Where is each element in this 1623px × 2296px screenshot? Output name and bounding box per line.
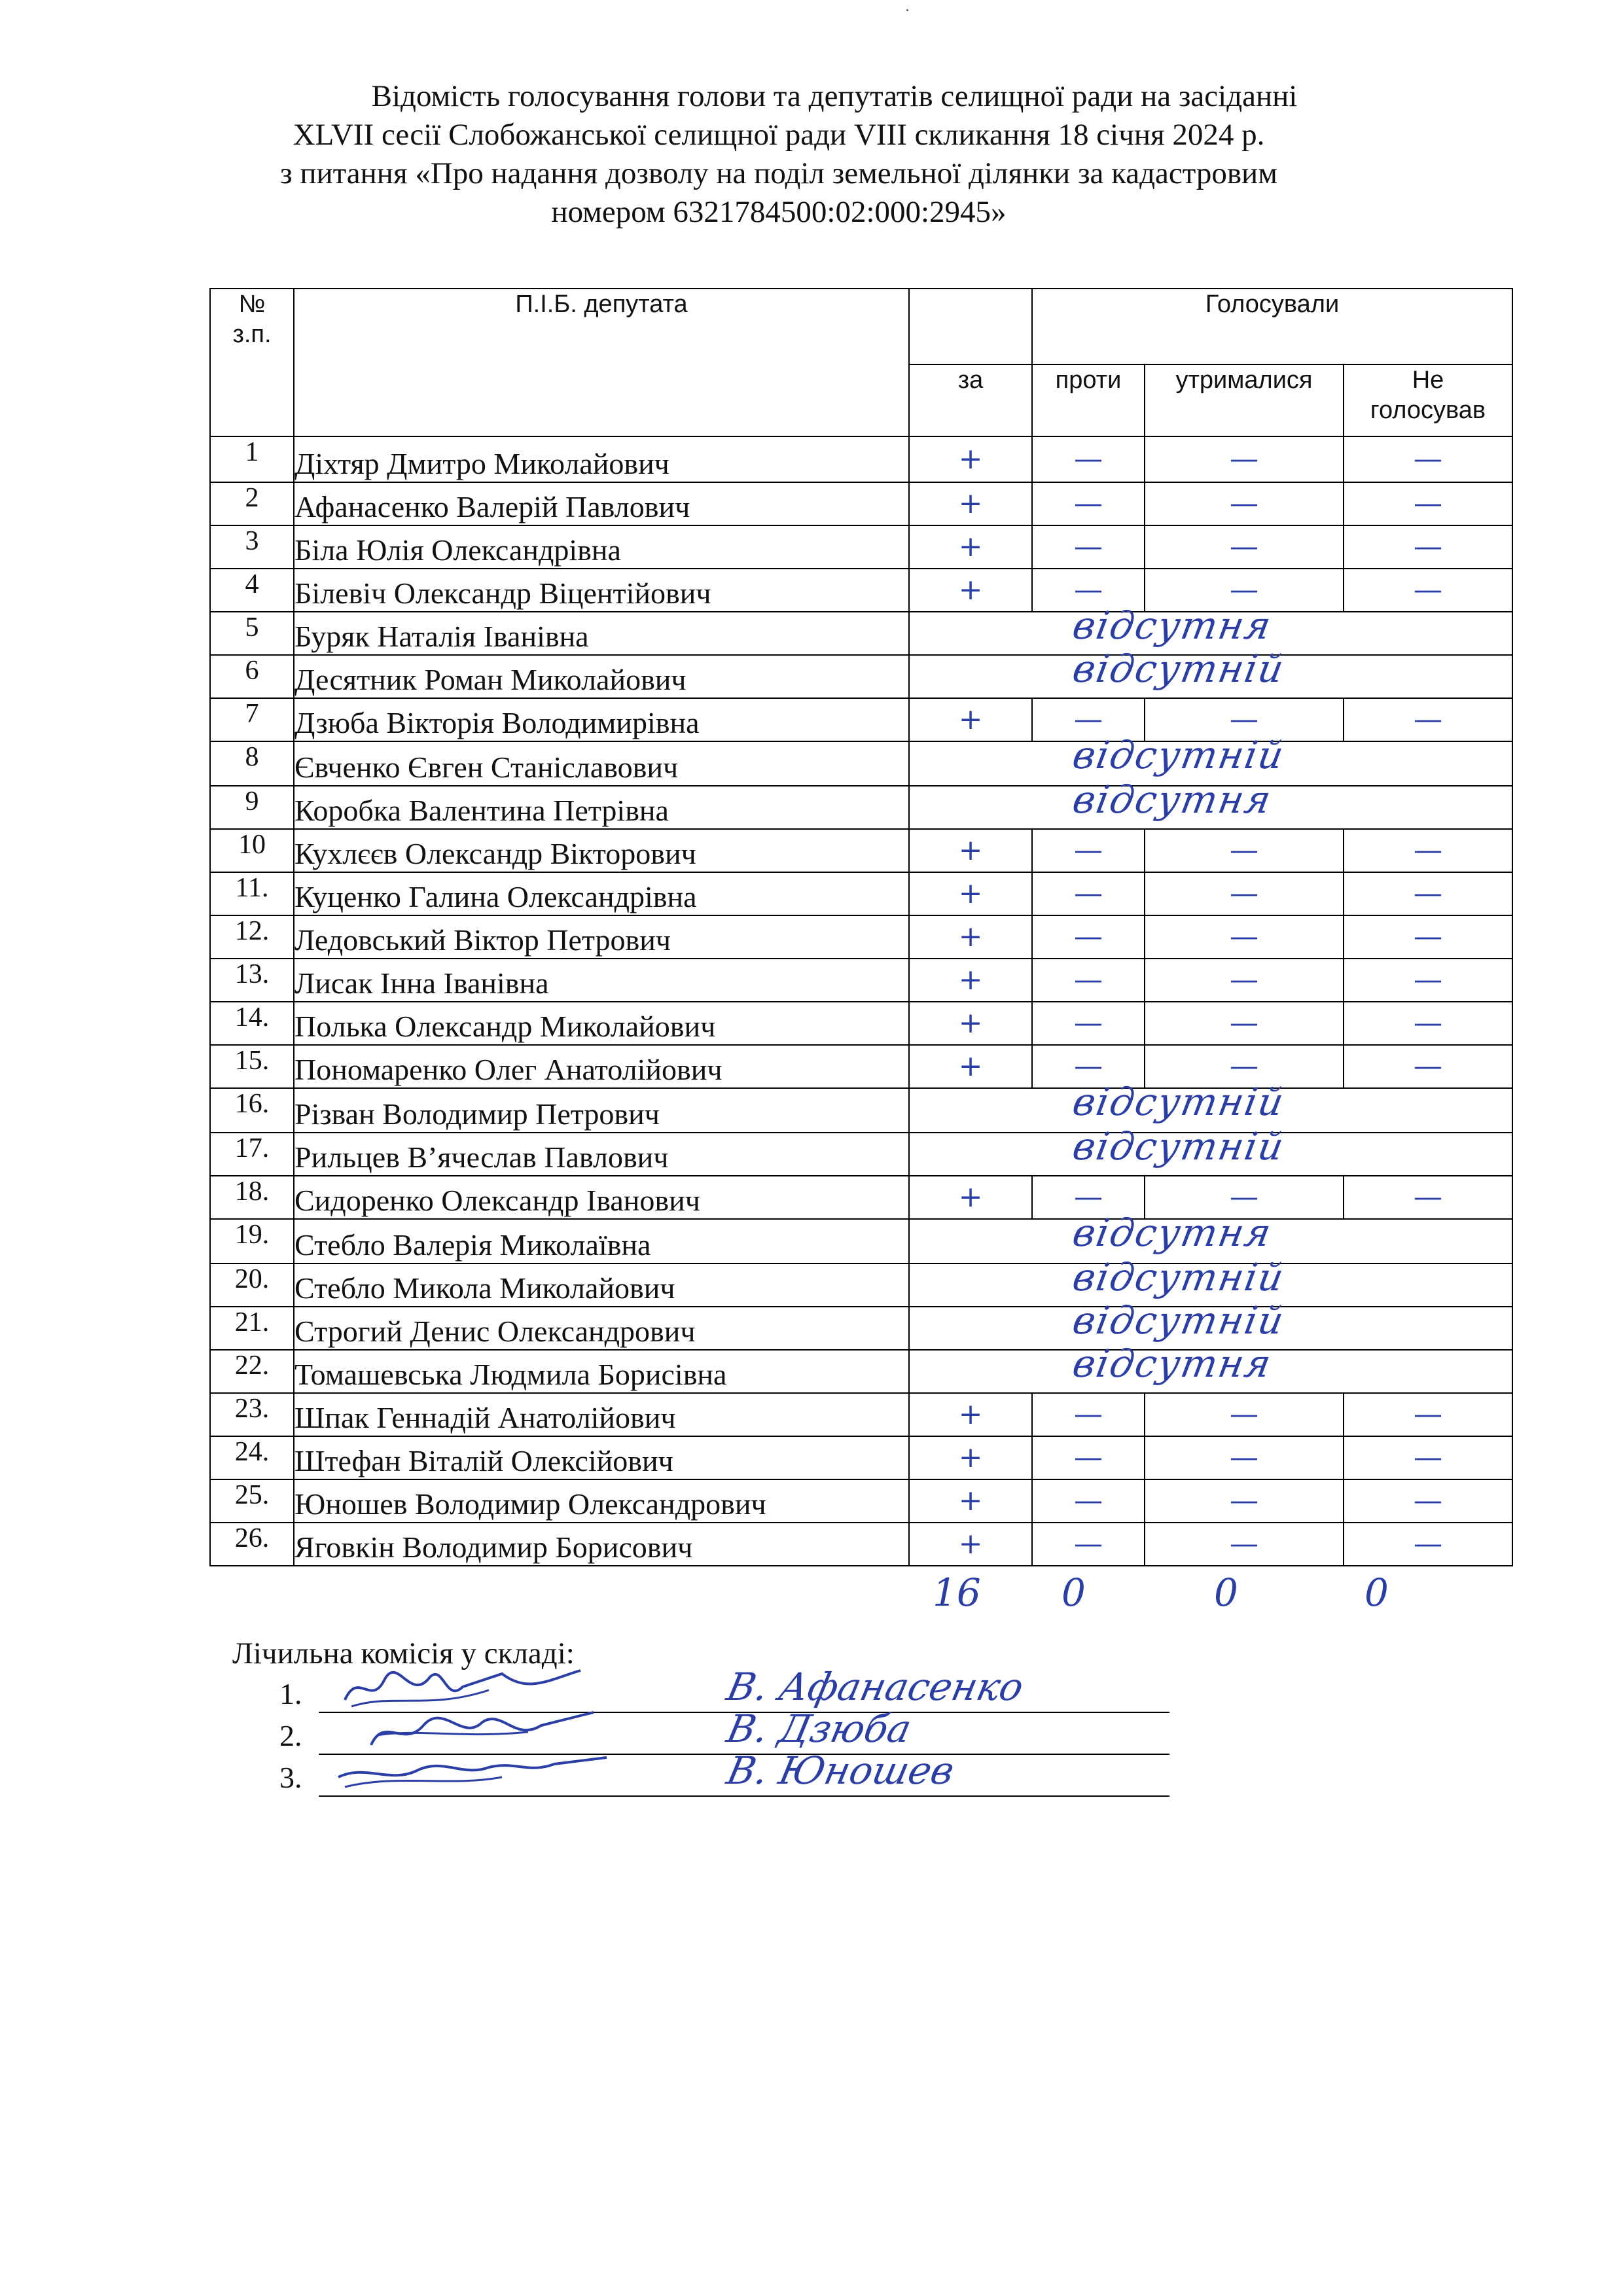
table-row [210,1176,1512,1219]
row-number: 7 [210,698,294,741]
absent-note: відсутній [1069,1080,1289,1124]
vote-against-mark: — [1032,698,1145,741]
deputy-name: Дзюба Вікторія Володимирівна [294,698,909,741]
deputy-name: Юношев Володимир Олександрович [294,1479,909,1523]
deputy-name: Строгий Денис Олександрович [294,1307,909,1350]
vote-for-mark: + [909,1479,1032,1523]
row-number: 21. [210,1307,294,1350]
table-row [210,569,1512,612]
table-row [210,1219,1512,1263]
header-not-voted-line1: Не [1412,366,1444,394]
deputy-name: Євченко Євген Станіславович [294,741,909,786]
commission-member-name: В. Афанасенко [722,1665,1027,1709]
absent-note: відсутній [1069,733,1289,777]
commission-member-number: 2. [279,1719,302,1752]
absent-note: відсутній [1069,1124,1289,1169]
vote-for-mark: + [909,829,1032,872]
title-line-4: номером 6321784500:02:000:2945» [551,195,1007,229]
row-number: 4 [210,569,294,612]
vote-not-voted-mark: — [1344,698,1512,741]
table-row [210,959,1512,1002]
voting-table [209,288,1513,1566]
vote-not-voted-mark: — [1344,1436,1512,1479]
vote-not-voted-mark: — [1344,569,1512,612]
table-row [210,698,1512,741]
row-number: 2 [210,482,294,525]
vote-for-mark: + [909,959,1032,1002]
vote-against-mark: — [1032,1523,1145,1566]
commission-heading: Лічильна комісія у складі: [232,1636,575,1670]
absent-note-cell [909,1341,1512,1393]
absent-note: відсутній [1069,1298,1289,1343]
table-row [210,436,1512,482]
total-not-voted: 0 [1364,1570,1389,1615]
absent-note-cell [909,777,1512,829]
vote-against-mark: — [1032,525,1145,569]
absent-note: відсутня [1069,1341,1275,1386]
vote-for-mark: + [909,1002,1032,1045]
commission-member-number: 1. [279,1677,302,1710]
vote-not-voted-mark: — [1344,482,1512,525]
row-number: 10 [210,829,294,872]
row-number: 6 [210,655,294,698]
vote-for-mark: + [909,1045,1032,1088]
vote-not-voted-mark: — [1344,915,1512,959]
title-line-2: XLVII сесії Слобожанської селищної ради VIII скликання 18 січня 2024 р. [293,118,1265,152]
table-row [210,786,1512,829]
title-line-1: Відомість голосування голови та депутатів селищної ради на засіданні [371,79,1298,113]
vote-not-voted-mark: — [1344,525,1512,569]
table-row [210,829,1512,872]
vote-not-voted-mark: — [1344,1045,1512,1088]
absent-note-cell [909,1124,1512,1176]
vote-abstained-mark: — [1145,1176,1344,1219]
deputy-name: Куценко Галина Олександрівна [294,872,909,915]
vote-for-mark: + [909,872,1032,915]
table-row [210,1045,1512,1088]
vote-not-voted-mark: — [1344,1479,1512,1523]
signature-scribble [332,1751,620,1797]
deputy-name: Яговкін Володимир Борисович [294,1523,909,1566]
row-number: 19. [210,1219,294,1263]
absent-note-cell [909,646,1512,698]
vote-abstained-mark: — [1145,482,1344,525]
vote-not-voted-mark: — [1344,1176,1512,1219]
row-number: 12. [210,915,294,959]
vote-against-mark: — [1032,482,1145,525]
commission-member-3 [279,1748,1169,1799]
absent-note: відсутня [1069,603,1275,648]
vote-not-voted-mark: — [1344,1523,1512,1566]
row-number: 18. [210,1176,294,1219]
absent-note: відсутня [1069,1210,1275,1255]
vote-abstained-mark: — [1145,1002,1344,1045]
vote-against-mark: — [1032,915,1145,959]
vote-against-mark: — [1032,1479,1145,1523]
vote-abstained-mark: — [1145,1436,1344,1479]
deputy-name: Шпак Геннадій Анатолійович [294,1393,909,1436]
vote-abstained-mark: — [1145,436,1344,482]
absent-note: відсутній [1069,1255,1289,1299]
row-number: 8 [210,741,294,786]
table-row [210,1393,1512,1436]
document-title [216,77,1342,232]
vote-for-mark: + [909,482,1032,525]
header-not-voted [1344,364,1512,436]
deputy-name: Буряк Наталія Іванівна [294,612,909,655]
table-row [210,612,1512,655]
vote-abstained-mark: — [1145,1479,1344,1523]
vote-for-mark: + [909,525,1032,569]
deputy-name: Стебло Валерія Миколаївна [294,1219,909,1263]
table-row [210,1002,1512,1045]
table-row [210,1263,1512,1307]
row-number: 5 [210,612,294,655]
vote-for-mark: + [909,698,1032,741]
vote-not-voted-mark: — [1344,1393,1512,1436]
row-number: 9 [210,786,294,829]
total-against: 0 [1061,1570,1086,1615]
vote-against-mark: — [1032,1045,1145,1088]
deputy-name: Лисак Інна Іванівна [294,959,909,1002]
table-row [210,525,1512,569]
vote-for-mark: + [909,1436,1032,1479]
table-body [210,436,1512,1566]
absent-note: відсутній [1069,646,1289,691]
table-row [210,1133,1512,1176]
deputy-name: Білевіч Олександр Віцентійович [294,569,909,612]
header-voted: Голосували [1032,289,1512,364]
table-row [210,1436,1512,1479]
signature-scribble [332,1667,620,1713]
commission-member-name: В. Дзюба [722,1706,916,1751]
deputy-name: Біла Юлія Олександрівна [294,525,909,569]
vote-abstained-mark: — [1145,525,1344,569]
vote-against-mark: — [1032,569,1145,612]
vote-against-mark: — [1032,1176,1145,1219]
vote-for-mark: + [909,569,1032,612]
header-abstained: утрималися [1145,364,1344,436]
row-number: 14. [210,1002,294,1045]
vote-against-mark: — [1032,1393,1145,1436]
total-abstained: 0 [1214,1570,1238,1615]
vote-not-voted-mark: — [1344,829,1512,872]
vote-abstained-mark: — [1145,959,1344,1002]
vote-for-mark: + [909,1393,1032,1436]
row-number: 3 [210,525,294,569]
deputy-name: Коробка Валентина Петрівна [294,786,909,829]
row-number: 15. [210,1045,294,1088]
vote-against-mark: — [1032,959,1145,1002]
header-empty-cell [909,289,1032,364]
vote-for-mark: + [909,436,1032,482]
vote-abstained-mark: — [1145,829,1344,872]
table-row [210,1523,1512,1566]
vote-against-mark: — [1032,436,1145,482]
table-row [210,1350,1512,1393]
header-for: за [909,364,1032,436]
row-number: 24. [210,1436,294,1479]
row-number: 1 [210,436,294,482]
vote-not-voted-mark: — [1344,959,1512,1002]
deputy-name: Кухлєєв Олександр Вікторович [294,829,909,872]
vote-abstained-mark: — [1145,872,1344,915]
row-number: 26. [210,1523,294,1566]
totals-row [0,1570,1623,1616]
header-not-voted-line2: голосував [1370,397,1486,424]
header-against: проти [1032,364,1145,436]
vote-not-voted-mark: — [1344,436,1512,482]
deputy-name: Стебло Микола Миколайович [294,1263,909,1307]
signature-scribble [332,1709,620,1755]
deputy-name: Рильцев В’ячеслав Павлович [294,1133,909,1176]
deputy-name: Штефан Віталій Олексійович [294,1436,909,1479]
table-row [210,1479,1512,1523]
deputy-name: Афанасенко Валерій Павлович [294,482,909,525]
vote-abstained-mark: — [1145,915,1344,959]
deputy-name: Різван Володимир Петрович [294,1088,909,1133]
vote-for-mark: + [909,1523,1032,1566]
vote-against-mark: — [1032,829,1145,872]
header-number-abbr: з.п. [232,321,272,348]
row-number: 23. [210,1393,294,1436]
table-row [210,915,1512,959]
deputy-name: Полька Олександр Миколайович [294,1002,909,1045]
commission-member-name: В. Юношев [722,1748,959,1793]
vote-abstained-mark: — [1145,1393,1344,1436]
row-number: 11. [210,872,294,915]
vote-against-mark: — [1032,872,1145,915]
vote-for-mark: + [909,1176,1032,1219]
vote-not-voted-mark: — [1344,872,1512,915]
header-number-symbol: № [238,291,266,318]
table-row [210,1088,1512,1133]
row-number: 22. [210,1350,294,1393]
deputy-name: Діхтяр Дмитро Миколайович [294,436,909,482]
vote-not-voted-mark: — [1344,1002,1512,1045]
vote-against-mark: — [1032,1436,1145,1479]
vote-abstained-mark: — [1145,1045,1344,1088]
row-number: 13. [210,959,294,1002]
row-number: 25. [210,1479,294,1523]
row-number: 16. [210,1088,294,1133]
vote-abstained-mark: — [1145,569,1344,612]
deputy-name: Томашевська Людмила Борисівна [294,1350,909,1393]
row-number: 20. [210,1263,294,1307]
vote-abstained-mark: — [1145,1523,1344,1566]
scan-speck [906,9,908,11]
header-number [210,289,294,436]
table-row [210,655,1512,698]
table-row [210,482,1512,525]
header-name: П.І.Б. депутата [294,289,909,436]
vote-abstained-mark: — [1145,698,1344,741]
table-row [210,741,1512,786]
vote-for-mark: + [909,915,1032,959]
deputy-name: Сидоренко Олександр Іванович [294,1176,909,1219]
absent-note: відсутня [1069,777,1275,822]
title-line-3: з питання «Про надання дозволу на поділ земельної ділянки за кадастровим [280,156,1277,190]
deputy-name: Десятник Роман Миколайович [294,655,909,698]
table-row [210,872,1512,915]
commission-member-number: 3. [279,1761,302,1794]
deputy-name: Пономаренко Олег Анатолійович [294,1045,909,1088]
total-for: 16 [933,1570,981,1615]
vote-against-mark: — [1032,1002,1145,1045]
row-number: 17. [210,1133,294,1176]
deputy-name: Ледовський Віктор Петрович [294,915,909,959]
table-row [210,1307,1512,1350]
